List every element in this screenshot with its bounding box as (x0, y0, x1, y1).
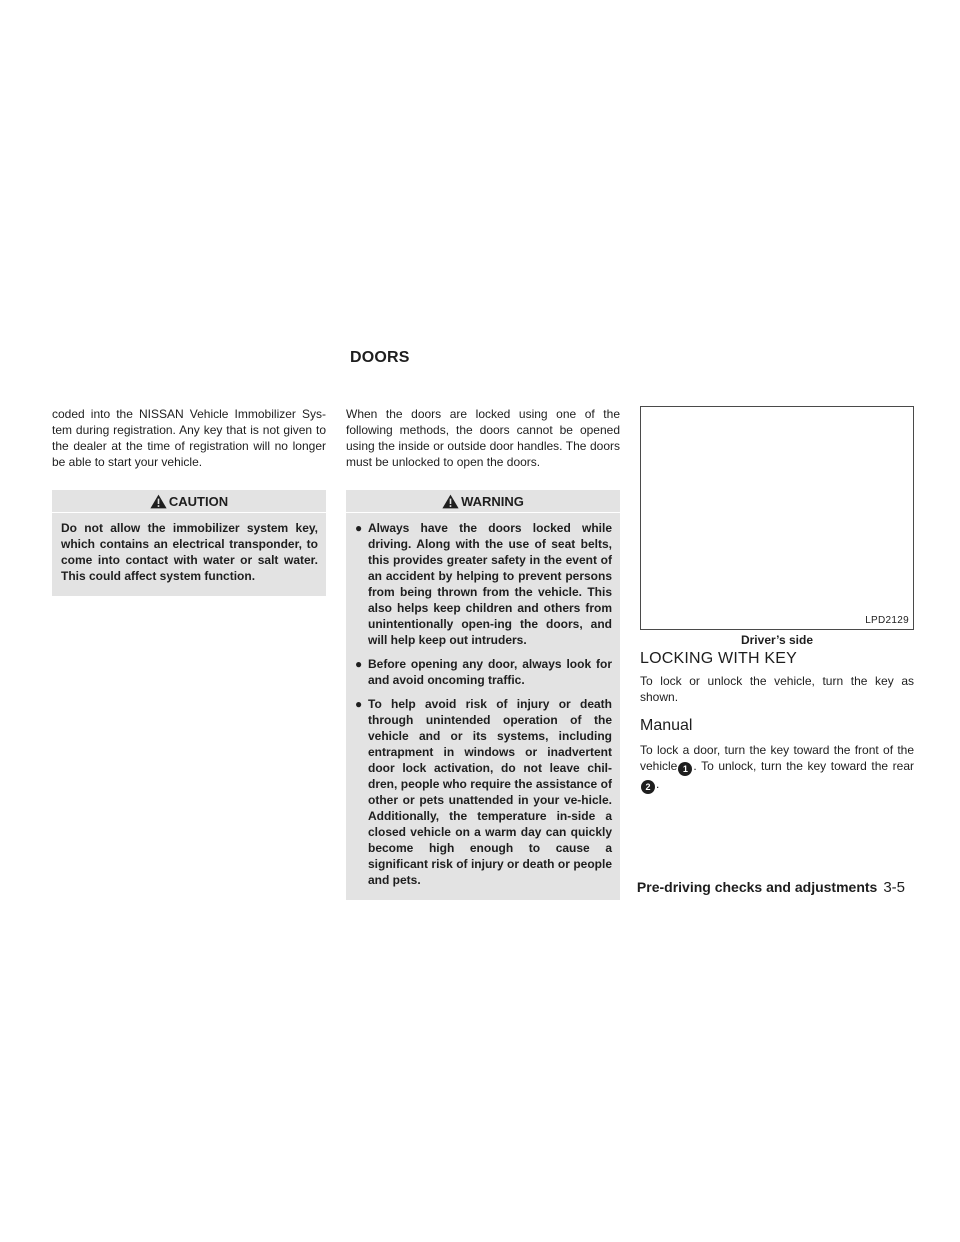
warning-bullet-text: Before opening any door, always look for and avoid oncoming traffic. (368, 657, 612, 687)
bullet-icon: ● (355, 697, 363, 711)
bullet-icon: ● (355, 521, 363, 535)
figure-code: LPD2129 (865, 615, 909, 626)
warning-box (346, 490, 620, 900)
warning-triangle-icon (442, 494, 459, 509)
warning-header (346, 490, 620, 513)
manual-text-part-3: . (656, 777, 660, 791)
door-lock-paragraph: When the doors are locked using one of the following methods, the doors cannot be opened using the inside or outside door handles. The doors must be unlocked to open the doors. (346, 407, 620, 469)
warning-list-item (355, 656, 612, 688)
section-heading: DOORS (350, 349, 410, 366)
manual-text-part-2: . To unlock, turn the key toward the rear (693, 759, 914, 773)
column-3 (640, 406, 914, 794)
locking-with-key-heading: LOCKING WITH KEY (640, 650, 797, 667)
caution-box (52, 490, 326, 596)
manual-heading: Manual (640, 717, 693, 734)
key-illustration-figure (640, 406, 914, 630)
bullet-icon: ● (355, 657, 363, 671)
warning-list (355, 520, 612, 888)
immobilizer-paragraph: coded into the NISSAN Vehicle Immobilizer Sys-tem during registration. Any key that is not given to the dealer at the time of registration will no longer be able to start your vehicle. (52, 407, 326, 469)
warning-list-item (355, 520, 612, 648)
page-number: 3-5 (883, 879, 905, 896)
page-footer (637, 879, 905, 896)
column-1 (52, 406, 326, 596)
warning-list-item (355, 696, 612, 888)
warning-bullet-text: To help avoid risk of injury or death through unintended operation of the vehicle and or its systems, including entrapment in windows or inadvertent door lock activation, do not leave chil-dren, people who require the assistance of other or pets unattended in your ve-hicle. Additionally, the temperature in-side a closed vehicle on a warm day can quickly become high enough to cause a significant risk of injury or death or people and pets. (368, 697, 612, 887)
manual-text-part-1: To lock a door, turn the key toward the front of the vehicle (640, 743, 914, 773)
caution-text: Do not allow the immobilizer system key, which contains an electrical transponder, to come into contact with water or salt water. This could affect system function. (61, 521, 318, 583)
callout-2-icon: 2 (641, 780, 655, 794)
locking-text: To lock or unlock the vehicle, turn the key as shown. (640, 674, 914, 704)
column-2 (346, 406, 620, 900)
manual-text (640, 742, 914, 794)
callout-1-icon: 1 (678, 762, 692, 776)
footer-section-title: Pre-driving checks and adjustments (636, 879, 878, 895)
warning-label: WARNING (461, 493, 524, 509)
warning-triangle-icon (150, 494, 167, 509)
figure-caption: Driver’s side (740, 633, 814, 647)
caution-label: CAUTION (168, 493, 229, 509)
warning-bullet-text: Always have the doors locked while driving. Along with the use of seat belts, this provides greater safety in the event of an accident by helping to prevent persons from being thrown from the vehicle. This also helps keep children and others from unintentionally open-ing the doors, and will help keep out intruders. (368, 521, 612, 647)
caution-header (52, 490, 326, 513)
